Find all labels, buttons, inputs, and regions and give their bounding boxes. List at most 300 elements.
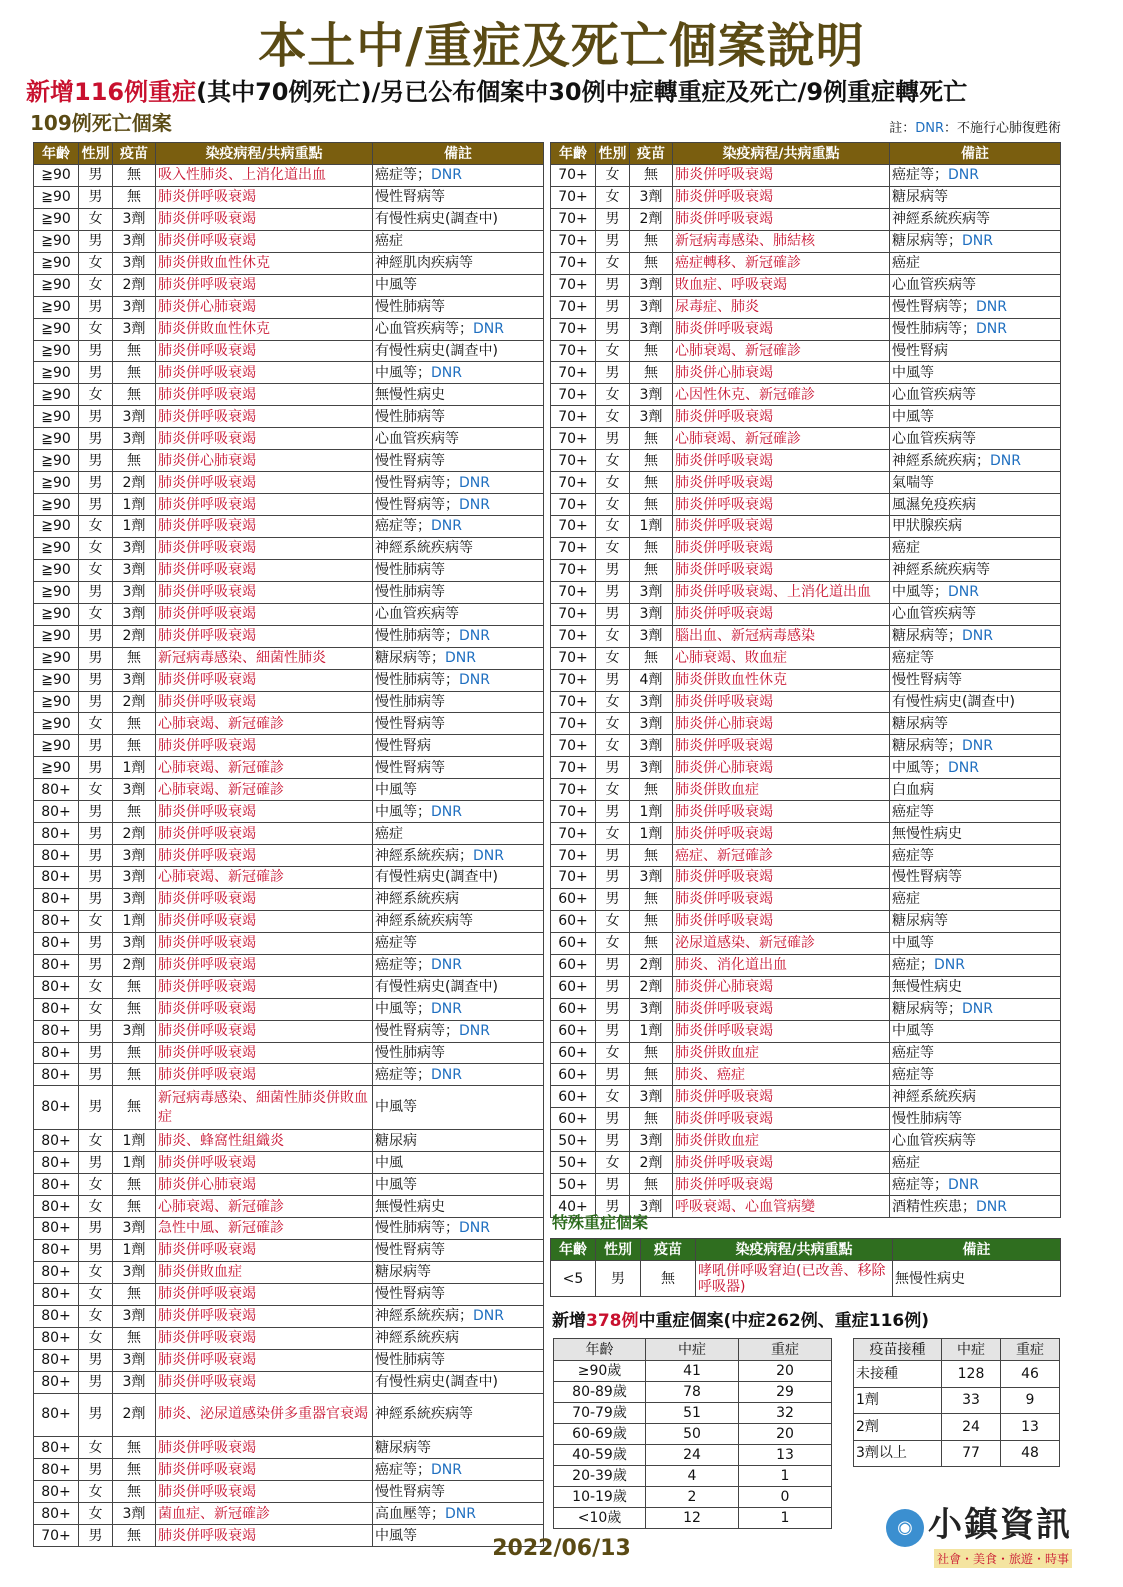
- remarks-separator: ；: [417, 1001, 431, 1018]
- cell-remarks: [373, 1481, 544, 1503]
- table-row: [551, 581, 1061, 603]
- cell-remarks: [373, 1042, 544, 1064]
- cell-vaccine: 3劑: [113, 603, 156, 625]
- cell-course: 肺炎併呼吸衰竭: [156, 1349, 373, 1371]
- remarks-text: 癌症: [375, 233, 403, 250]
- cell-course: 肺炎併呼吸衰竭: [156, 625, 373, 647]
- cell-age: 80+: [34, 1349, 79, 1371]
- cell-remarks: [373, 779, 544, 801]
- dnr-tag: DNR: [459, 1023, 490, 1040]
- cell-course: 尿毒症、肺炎: [673, 296, 890, 318]
- cell-sex: 女: [79, 998, 113, 1020]
- cell-remarks: [890, 208, 1061, 230]
- remarks-text: 慢性腎病等: [375, 1286, 445, 1303]
- stat-label: 40-59歲: [554, 1445, 646, 1466]
- remarks-text: 癌症: [375, 825, 403, 842]
- remarks-text: 慢性肺病等: [375, 672, 445, 689]
- cell-age: ≧90: [34, 757, 79, 779]
- cell-vaccine: 1劑: [630, 516, 673, 538]
- dnr-tag: DNR: [948, 584, 979, 601]
- remarks-separator: ；: [934, 759, 948, 776]
- header-remarks: 備註: [890, 143, 1061, 165]
- cell-vaccine: 3劑: [630, 384, 673, 406]
- cell-course: 肺炎併心肺衰竭: [156, 450, 373, 472]
- stat-severe: 1: [739, 1508, 832, 1529]
- remarks-text: 癌症等: [375, 167, 417, 184]
- cell-vaccine: 無: [113, 1481, 156, 1503]
- cell-remarks: [890, 954, 1061, 976]
- remarks-text: 癌症: [892, 540, 920, 557]
- cell-remarks: [373, 845, 544, 867]
- cell-age: 80+: [34, 1393, 79, 1437]
- cell-age: 70+: [551, 669, 596, 691]
- cell-course: 肺炎併呼吸衰竭: [156, 1327, 373, 1349]
- cell-course: 肺炎併呼吸衰竭: [156, 1525, 373, 1547]
- stat-severe: 29: [739, 1382, 832, 1403]
- special-age: <5: [551, 1261, 596, 1297]
- cell-age: 70+: [551, 186, 596, 208]
- cell-vaccine: 無: [113, 450, 156, 472]
- cell-course: 肺炎併呼吸衰竭: [156, 910, 373, 932]
- remarks-text: 慢性腎病等: [375, 1483, 445, 1500]
- table-row: [551, 1174, 1061, 1196]
- cell-remarks: [890, 1130, 1061, 1152]
- table-row: [34, 1393, 544, 1437]
- special-header-remarks: 備註: [893, 1239, 1061, 1261]
- remarks-separator: ；: [459, 321, 473, 338]
- cell-age: ≧90: [34, 384, 79, 406]
- cell-vaccine: 無: [630, 428, 673, 450]
- remarks-separator: ；: [934, 167, 948, 184]
- table-row: [34, 165, 544, 187]
- table-row: [34, 845, 544, 867]
- table-row: [34, 779, 544, 801]
- table-row: [854, 1414, 1060, 1441]
- cell-vaccine: 無: [630, 450, 673, 472]
- dnr-tag: DNR: [431, 957, 462, 974]
- cell-age: 80+: [34, 1086, 79, 1130]
- cell-remarks: [373, 1196, 544, 1218]
- cell-remarks: [890, 910, 1061, 932]
- cell-age: 70+: [551, 581, 596, 603]
- stat-label: <10歲: [554, 1508, 646, 1529]
- remarks-text: 中風等: [892, 1023, 934, 1040]
- death-cases-left-body: [34, 165, 544, 1547]
- stat-moderate: 4: [646, 1466, 739, 1487]
- table-row: [551, 318, 1061, 340]
- cell-remarks: [890, 318, 1061, 340]
- cell-sex: 男: [79, 186, 113, 208]
- remarks-text: 神經系統疾病等: [375, 1406, 473, 1423]
- cell-remarks: [373, 1152, 544, 1174]
- table-row: [551, 735, 1061, 757]
- cell-course: 肺炎併呼吸衰竭: [156, 384, 373, 406]
- dnr-tag: DNR: [431, 803, 462, 820]
- stat-severe: 32: [739, 1403, 832, 1424]
- stat-label: 3劑以上: [854, 1440, 942, 1467]
- cell-age: 70+: [551, 625, 596, 647]
- cell-course: 肺炎併呼吸衰竭: [156, 669, 373, 691]
- cell-course: 肺炎、消化道出血: [673, 954, 890, 976]
- cell-sex: 女: [596, 537, 630, 559]
- cell-vaccine: 無: [630, 647, 673, 669]
- table-row: [34, 559, 544, 581]
- remarks-text: 慢性腎病等: [375, 1023, 445, 1040]
- cell-course: 新冠病毒感染、細菌性肺炎併敗血症: [156, 1086, 373, 1130]
- cell-vaccine: 1劑: [630, 823, 673, 845]
- cell-remarks: [890, 823, 1061, 845]
- cell-course: 肺炎併敗血症: [673, 1042, 890, 1064]
- stat-severe: 0: [739, 1487, 832, 1508]
- cell-vaccine: 2劑: [630, 208, 673, 230]
- cell-remarks: [890, 340, 1061, 362]
- cell-sex: 男: [596, 274, 630, 296]
- stat-label: 2劑: [854, 1414, 942, 1441]
- cell-course: 肺炎併呼吸衰竭: [673, 450, 890, 472]
- cell-age: 80+: [34, 1218, 79, 1240]
- special-cases-table: [550, 1238, 1061, 1297]
- table-row: [551, 362, 1061, 384]
- table-row: [554, 1361, 832, 1382]
- remarks-text: 癌症: [892, 891, 920, 908]
- cell-sex: 男: [79, 932, 113, 954]
- cell-age: 70+: [551, 274, 596, 296]
- table-row: [34, 230, 544, 252]
- remarks-separator: ；: [976, 452, 990, 469]
- stat-moderate: 78: [646, 1382, 739, 1403]
- cell-vaccine: 3劑: [630, 713, 673, 735]
- dnr-tag: DNR: [459, 474, 490, 491]
- cell-sex: 女: [79, 603, 113, 625]
- remarks-text: 慢性肺病等: [375, 584, 445, 601]
- remarks-text: 白血病: [892, 781, 934, 798]
- cell-sex: 女: [79, 1283, 113, 1305]
- cell-sex: 男: [79, 823, 113, 845]
- cell-vaccine: 無: [113, 713, 156, 735]
- cell-age: 60+: [551, 998, 596, 1020]
- cell-vaccine: 1劑: [113, 516, 156, 538]
- cell-age: 70+: [551, 713, 596, 735]
- cell-vaccine: 3劑: [630, 603, 673, 625]
- cell-age: ≧90: [34, 559, 79, 581]
- stat-moderate: 33: [942, 1387, 1001, 1414]
- remarks-text: 糖尿病等: [375, 1439, 431, 1456]
- remarks-text: 中風: [375, 1154, 403, 1171]
- cell-remarks: [373, 998, 544, 1020]
- cell-age: 70+: [551, 559, 596, 581]
- remarks-separator: ；: [445, 672, 459, 689]
- cell-sex: 男: [79, 801, 113, 823]
- remarks-text: 慢性腎病等: [375, 1242, 445, 1259]
- cell-vaccine: 無: [113, 1283, 156, 1305]
- cell-course: 肺炎併呼吸衰竭、上消化道出血: [673, 581, 890, 603]
- cell-course: 呼吸衰竭、心血管病變: [673, 1196, 890, 1218]
- cell-vaccine: 3劑: [113, 581, 156, 603]
- cell-vaccine: 無: [113, 340, 156, 362]
- cell-course: 肺炎併呼吸衰竭: [156, 845, 373, 867]
- cell-course: 肺炎併呼吸衰竭: [673, 888, 890, 910]
- table-row: [34, 318, 544, 340]
- table-row: [551, 1261, 1061, 1297]
- cell-age: 60+: [551, 1064, 596, 1086]
- new-cases-title: [552, 1310, 929, 1332]
- cell-course: 肺炎、蜂窩性組織炎: [156, 1130, 373, 1152]
- cell-age: ≧90: [34, 318, 79, 340]
- cell-sex: 男: [596, 757, 630, 779]
- cell-course: 心肺衰竭、新冠確診: [673, 340, 890, 362]
- cell-age: 70+: [551, 537, 596, 559]
- cell-vaccine: 3劑: [630, 867, 673, 889]
- remarks-separator: ；: [417, 1066, 431, 1083]
- table-row: [551, 516, 1061, 538]
- table-row: [34, 647, 544, 669]
- cell-age: 80+: [34, 888, 79, 910]
- cell-age: 70+: [551, 647, 596, 669]
- cell-sex: 男: [79, 647, 113, 669]
- cell-age: ≧90: [34, 494, 79, 516]
- remarks-text: 中風等: [375, 364, 417, 381]
- stat-moderate: 50: [646, 1424, 739, 1445]
- cell-remarks: [890, 976, 1061, 998]
- remarks-separator: ；: [962, 321, 976, 338]
- dnr-tag: DNR: [431, 1066, 462, 1083]
- cell-vaccine: 無: [630, 910, 673, 932]
- table-row: [34, 1086, 544, 1130]
- cell-sex: 女: [79, 1196, 113, 1218]
- cell-sex: 男: [596, 581, 630, 603]
- cell-sex: 女: [596, 1086, 630, 1108]
- remarks-separator: ；: [445, 496, 459, 513]
- header-remarks: 備註: [373, 143, 544, 165]
- header-vaccine: 疫苗: [113, 143, 156, 165]
- remarks-separator: ；: [417, 167, 431, 184]
- special-header-vaccine: 疫苗: [641, 1239, 696, 1261]
- cell-sex: 男: [79, 362, 113, 384]
- remarks-text: 心血管疾病等: [892, 1132, 976, 1149]
- cell-course: 肺炎併呼吸衰竭: [156, 1305, 373, 1327]
- cell-vaccine: 3劑: [630, 625, 673, 647]
- remarks-text: 有慢性病史(調查中): [892, 693, 1015, 710]
- cell-remarks: [890, 1152, 1061, 1174]
- remarks-text: 神經系統疾病: [375, 1308, 459, 1325]
- dnr-tag: DNR: [948, 759, 979, 776]
- vac-header-severe: 重症: [1001, 1339, 1060, 1361]
- cell-vaccine: 3劑: [630, 691, 673, 713]
- cell-sex: 男: [79, 691, 113, 713]
- cell-remarks: [890, 801, 1061, 823]
- cell-remarks: [373, 318, 544, 340]
- cell-remarks: [373, 1371, 544, 1393]
- cell-course: 肺炎併心肺衰竭: [156, 296, 373, 318]
- cell-vaccine: 2劑: [113, 274, 156, 296]
- cell-remarks: [890, 1064, 1061, 1086]
- cell-vaccine: 3劑: [113, 779, 156, 801]
- cell-sex: 女: [79, 1174, 113, 1196]
- subtitle-highlight: 新增116例重症: [26, 78, 197, 106]
- cell-sex: 女: [596, 406, 630, 428]
- table-row: [34, 735, 544, 757]
- table-row: [34, 823, 544, 845]
- remarks-separator: ；: [934, 584, 948, 601]
- cell-course: 肺炎併心肺衰竭: [673, 757, 890, 779]
- cell-vaccine: 2劑: [113, 625, 156, 647]
- cell-course: 肺炎併呼吸衰竭: [156, 1371, 373, 1393]
- cell-vaccine: 無: [630, 932, 673, 954]
- cell-vaccine: 3劑: [113, 669, 156, 691]
- cell-course: 肺炎併呼吸衰竭: [156, 537, 373, 559]
- table-row: [34, 384, 544, 406]
- remarks-text: 慢性肺病等: [375, 628, 445, 645]
- remarks-text: 癌症等: [892, 803, 934, 820]
- cell-remarks: [890, 406, 1061, 428]
- cell-vaccine: 無: [113, 647, 156, 669]
- cell-remarks: [890, 735, 1061, 757]
- cell-sex: 女: [596, 450, 630, 472]
- cell-age: 70+: [551, 845, 596, 867]
- remarks-separator: ；: [445, 1220, 459, 1237]
- cell-sex: 女: [79, 274, 113, 296]
- cell-vaccine: 1劑: [113, 494, 156, 516]
- cell-age: 80+: [34, 1283, 79, 1305]
- cell-sex: 男: [79, 1086, 113, 1130]
- table-row: [34, 910, 544, 932]
- stat-label: 20-39歲: [554, 1466, 646, 1487]
- cell-vaccine: 3劑: [113, 1218, 156, 1240]
- remarks-separator: ；: [445, 1023, 459, 1040]
- stat-moderate: 51: [646, 1403, 739, 1424]
- cell-sex: 男: [79, 669, 113, 691]
- cell-remarks: [373, 735, 544, 757]
- cell-course: 肺炎併呼吸衰竭: [156, 1239, 373, 1261]
- cell-remarks: [890, 625, 1061, 647]
- cell-sex: 男: [79, 845, 113, 867]
- cell-age: 80+: [34, 1327, 79, 1349]
- table-row: [551, 230, 1061, 252]
- stat-moderate: 41: [646, 1361, 739, 1382]
- cell-vaccine: 無: [630, 559, 673, 581]
- vaccine-stats-table: [853, 1338, 1060, 1467]
- table-row: [34, 757, 544, 779]
- cell-sex: 男: [79, 165, 113, 187]
- table-row: [34, 186, 544, 208]
- cell-age: ≧90: [34, 735, 79, 757]
- cell-course: 肺炎併呼吸衰竭: [673, 559, 890, 581]
- remarks-text: 糖尿病等: [892, 189, 948, 206]
- stat-label: 60-69歲: [554, 1424, 646, 1445]
- cell-sex: 男: [79, 1371, 113, 1393]
- table-row: [34, 1064, 544, 1086]
- cell-course: 肺炎併呼吸衰竭: [673, 165, 890, 187]
- table-row: [554, 1382, 832, 1403]
- cell-remarks: [373, 1305, 544, 1327]
- table-row: [34, 998, 544, 1020]
- remarks-text: 中風等: [375, 1001, 417, 1018]
- remarks-text: 中風等: [892, 584, 934, 601]
- special-vaccine: 無: [641, 1261, 696, 1297]
- table-row: [551, 384, 1061, 406]
- cell-age: 80+: [34, 910, 79, 932]
- cell-remarks: [373, 1503, 544, 1525]
- cell-age: ≧90: [34, 581, 79, 603]
- cell-age: 70+: [551, 450, 596, 472]
- age-stats-body: [554, 1361, 832, 1529]
- cell-remarks: [373, 1459, 544, 1481]
- cell-course: 新冠病毒感染、細菌性肺炎: [156, 647, 373, 669]
- cell-course: 肺炎併心肺衰竭: [673, 362, 890, 384]
- remarks-text: 癌症: [892, 957, 920, 974]
- cell-course: 肺炎併呼吸衰竭: [156, 1437, 373, 1459]
- cell-vaccine: 3劑: [113, 1349, 156, 1371]
- table-row: [551, 494, 1061, 516]
- dnr-tag: DNR: [948, 167, 979, 184]
- stat-label: 1劑: [854, 1387, 942, 1414]
- cell-remarks: [373, 1174, 544, 1196]
- cell-remarks: [373, 603, 544, 625]
- cell-sex: 男: [596, 1130, 630, 1152]
- cell-vaccine: 2劑: [113, 691, 156, 713]
- cell-remarks: [373, 647, 544, 669]
- remarks-text: 慢性肺病等: [375, 693, 445, 710]
- page-title: 本土中/重症及死亡個案說明: [258, 18, 865, 74]
- cell-sex: 男: [79, 888, 113, 910]
- cell-vaccine: 無: [113, 1327, 156, 1349]
- remarks-text: 癌症等: [375, 957, 417, 974]
- cell-remarks: [373, 516, 544, 538]
- cell-course: 肺炎併呼吸衰竭: [156, 888, 373, 910]
- remarks-text: 神經系統疾病等: [892, 562, 990, 579]
- vac-header-moderate: 中症: [942, 1339, 1001, 1361]
- cell-vaccine: 1劑: [113, 1152, 156, 1174]
- cell-course: 肺炎併呼吸衰竭: [673, 1086, 890, 1108]
- table-row: [34, 406, 544, 428]
- cell-vaccine: 1劑: [113, 1239, 156, 1261]
- cell-age: ≧90: [34, 669, 79, 691]
- cell-age: ≧90: [34, 472, 79, 494]
- cell-sex: 女: [79, 976, 113, 998]
- cell-sex: 男: [596, 976, 630, 998]
- cell-remarks: [890, 1108, 1061, 1130]
- cell-remarks: [890, 647, 1061, 669]
- cell-vaccine: 3劑: [113, 428, 156, 450]
- table-row: [34, 1196, 544, 1218]
- remarks-text: 中風等: [375, 1527, 417, 1544]
- table-row: [34, 472, 544, 494]
- cell-remarks: [890, 362, 1061, 384]
- cell-age: ≧90: [34, 537, 79, 559]
- remarks-text: 神經系統疾病等: [892, 211, 990, 228]
- cell-course: 肺炎併呼吸衰竭: [673, 1020, 890, 1042]
- section-title-deaths: 109例死亡個案: [30, 111, 172, 135]
- cell-course: 肺炎併呼吸衰竭: [673, 1152, 890, 1174]
- table-row: [551, 779, 1061, 801]
- remarks-text: 糖尿病等: [892, 913, 948, 930]
- table-row: [34, 428, 544, 450]
- cell-vaccine: 4劑: [630, 669, 673, 691]
- table-row: [551, 296, 1061, 318]
- table-row: [551, 888, 1061, 910]
- table-row: [34, 932, 544, 954]
- cell-age: ≧90: [34, 252, 79, 274]
- note-dnr: DNR: [915, 121, 944, 136]
- table-row: [551, 867, 1061, 889]
- remarks-text: 中風等: [892, 759, 934, 776]
- cell-sex: 男: [596, 1020, 630, 1042]
- remarks-text: 癌症: [892, 255, 920, 272]
- cell-age: 50+: [551, 1174, 596, 1196]
- remarks-text: 慢性腎病等: [892, 672, 962, 689]
- cell-sex: 男: [79, 757, 113, 779]
- cell-age: 80+: [34, 845, 79, 867]
